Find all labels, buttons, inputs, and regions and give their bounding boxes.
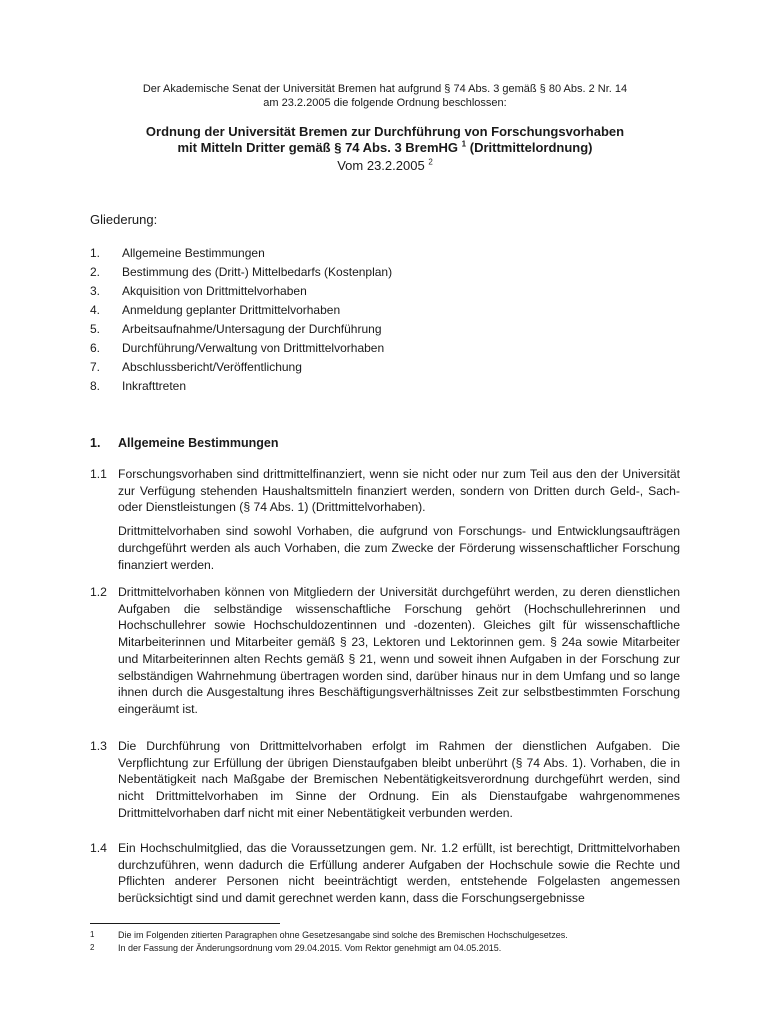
paragraph-1-3 [90, 738, 680, 822]
document-title [90, 124, 680, 156]
toc-item-number: 6. [90, 341, 101, 355]
paragraph-1-4 [90, 840, 680, 907]
toc-item-number: 4. [90, 303, 101, 317]
toc-item-label: Abschlussbericht/Veröffentlichung [122, 360, 302, 374]
paragraph-text: Drittmittelvorhaben können von Mitgliedern der Universität durchgeführt werden, zu deren dienstlichen Aufgaben die selbständige wissenschaftliche Forschung gehört (Hochschullehrerinnen und Hochschullehrer sowie Hochschuldozentinnen und -dozenten). Gleiches gilt für wissenschaftliche Mitarbeiterinnen und Mitarbeiter gemäß § 23, Lektoren und Lektorinnen gem. § 24a sowie Mitarbeiter und Mitarbeiterinnen alten Rechts gemäß § 21, wenn und soweit ihnen Aufgaben in der Forschung zur selbständigen Wahrnehmung übertragen worden sind, darüber hinaus nur in dem Umfang und so lange ihnen durch die Ausgestaltung ihres Beschäftigungsverhältnisses Zeit zur selbstbestimmten Forschung eingeräumt ist. [118, 585, 680, 716]
title-line-2-text: mit Mitteln Dritter gemäß § 74 Abs. 3 BremHG [177, 140, 459, 155]
document-date [90, 158, 680, 174]
toc-item-label: Durchführung/Verwaltung von Drittmittelvorhaben [122, 341, 385, 355]
intro-line-1: Der Akademische Senat der Universität Bremen hat aufgrund § 74 Abs. 3 gemäß § 80 Abs. 2 Nr. 14 [142, 83, 628, 95]
section-1-heading [90, 436, 278, 450]
toc-item-number: 7. [90, 360, 101, 374]
toc-item-number: 8. [90, 379, 101, 393]
paragraph-text: Ein Hochschulmitglied, das die Voraussetzungen gem. Nr. 1.2 erfüllt, ist berechtigt, Drittmittelvorhaben durchzuführen, wenn dadurch die Erfüllung anderer Aufgaben der Hochschule sowie die Rechte und Pflichten anderer Personen nicht beeinträchtigt werden, entstehende Folgelasten angemessen berücksichtigt sind und damit gerechnet werden kann, dass die Forschungsergebnisse [118, 841, 680, 906]
paragraph-number: 1.3 [90, 739, 107, 753]
toc-item [90, 320, 392, 339]
table-of-contents [90, 244, 392, 396]
paragraph-1-2 [90, 584, 680, 718]
toc-item [90, 358, 392, 377]
paragraph-text: Forschungsvorhaben sind drittmittelfinanziert, wenn sie nicht oder nur zum Teil aus den der Universität zur Verfügung stehenden Haushaltsmitteln finanziert werden, sondern von Dritten durch Geld-, Sach- oder Dienstleistungen (§ 74 Abs. 1) (Drittmittelvorhaben). [118, 467, 680, 515]
footnote-2 [90, 942, 680, 954]
toc-item-number: 3. [90, 284, 101, 298]
toc-item-number: 2. [90, 265, 101, 279]
paragraph-number: 1.4 [90, 841, 107, 855]
paragraph-1-1 [90, 466, 680, 573]
paragraph-number: 1.1 [90, 467, 107, 481]
toc-item-label: Bestimmung des (Dritt-) Mittelbedarfs (Kostenplan) [122, 265, 393, 279]
toc-item [90, 282, 392, 301]
paragraph-number: 1.2 [90, 585, 107, 599]
paragraph-text: Die Durchführung von Drittmittelvorhaben erfolgt im Rahmen der dienstlichen Aufgaben. Die Verpflichtung zur Erfüllung der übrigen Dienstaufgaben bleibt unberührt (§ 74 Abs. 1). Vorhaben, die in Nebentätigkeit nach Maßgabe der Bremischen Nebentätigkeitsverordnung durchgeführt werden, sind nicht Drittmittelvorhaben im Sinne der Ordnung. Ein als Dienstaufgabe wahrgenommenes Drittmittelvorhaben darf nicht mit einer Nebentätigkeit verbunden werden. [118, 739, 680, 820]
toc-item-label: Anmeldung geplanter Drittmittelvorhaben [122, 303, 341, 317]
toc-item [90, 244, 392, 263]
section-number: 1. [90, 436, 101, 450]
toc-item-label: Inkrafttreten [122, 379, 187, 393]
paragraph-body [118, 840, 680, 907]
title-line-2 [90, 140, 680, 156]
paragraph-body [118, 738, 680, 822]
toc-item [90, 377, 392, 396]
toc-item-number: 1. [90, 246, 101, 260]
toc-item [90, 301, 392, 320]
footnote-number: 1 [90, 930, 95, 939]
paragraph-body [118, 466, 680, 573]
toc-heading: Gliederung: [90, 212, 158, 227]
footnote-ref-1: 1 [461, 139, 467, 149]
footnote-text: In der Fassung der Änderungsordnung vom 29.04.2015. Vom Rektor genehmigt am 04.05.2015. [118, 943, 502, 953]
footnote-divider [90, 923, 280, 924]
paragraph-text: Drittmittelvorhaben sind sowohl Vorhaben, die aufgrund von Forschungs- und Entwicklungsaufträgen durchgeführt werden als auch Vorhaben, die zum Zwecke der Förderung wissenschaftlicher Forschung finanziert werden. [118, 524, 680, 572]
intro-text [90, 82, 680, 110]
toc-item [90, 263, 392, 282]
paragraph-body [118, 584, 680, 718]
title-line-1: Ordnung der Universität Bremen zur Durchführung von Forschungsvorhaben [145, 124, 625, 139]
toc-item [90, 339, 392, 358]
toc-item-label: Arbeitsaufnahme/Untersagung der Durchführung [122, 322, 382, 336]
footnote-1 [90, 929, 680, 941]
section-title: Allgemeine Bestimmungen [118, 436, 279, 450]
toc-item-number: 5. [90, 322, 101, 336]
footnote-text: Die im Folgenden zitierten Paragraphen ohne Gesetzesangabe sind solche des Bremischen Hochschulgesetzes. [118, 930, 568, 940]
toc-item-label: Allgemeine Bestimmungen [122, 246, 265, 260]
intro-line-2: am 23.2.2005 die folgende Ordnung beschlossen: [263, 97, 507, 109]
footnote-ref-2: 2 [428, 157, 433, 167]
title-line-2-suffix: (Drittmittelordnung) [469, 140, 593, 155]
footnote-number: 2 [90, 943, 95, 952]
toc-item-label: Akquisition von Drittmittelvorhaben [122, 284, 307, 298]
date-text: Vom 23.2.2005 [337, 158, 425, 173]
